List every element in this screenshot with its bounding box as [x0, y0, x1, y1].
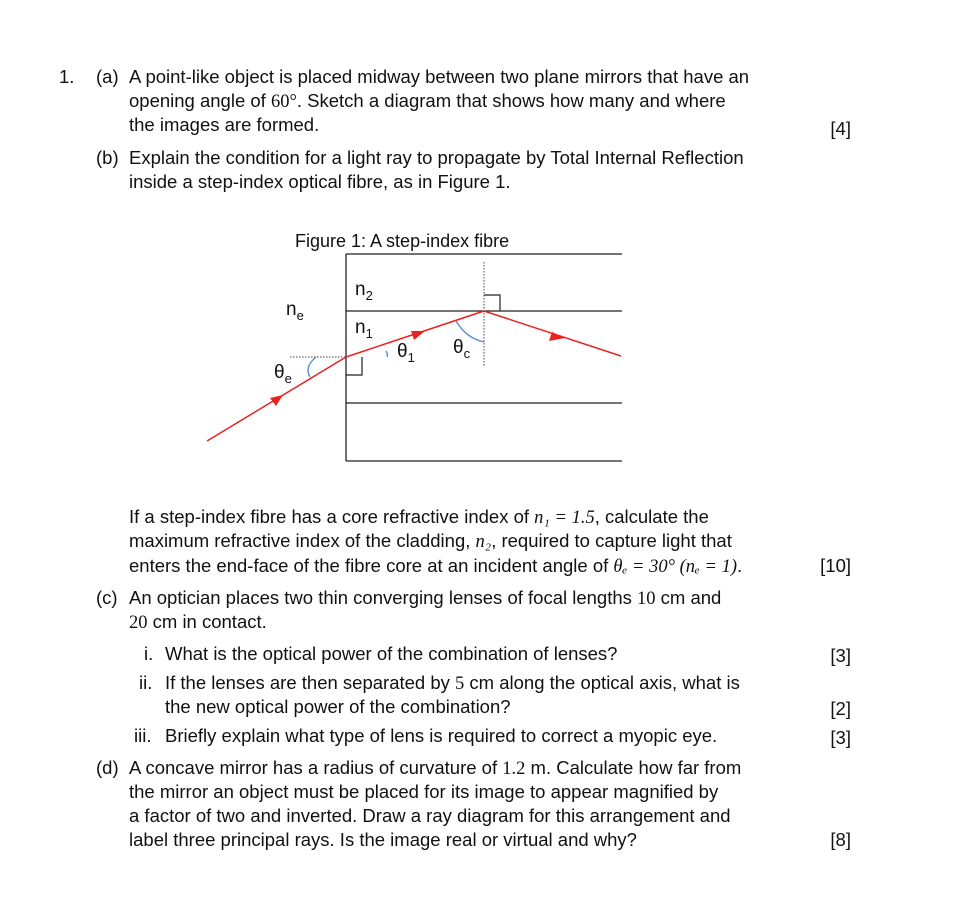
label-n2: $n_2$	[355, 279, 373, 303]
part-b-line-1: Explain the condition for a light ray to propagate by Total Internal Reflection	[129, 147, 744, 168]
incident-ray-arrow	[270, 395, 283, 406]
refracted-ray-arrow	[411, 331, 425, 340]
part-c-line-1: An optician places two thin converging lenses of focal lengths 10 cm and	[129, 587, 722, 609]
part-c-line-2: 20 cm in contact.	[129, 611, 267, 633]
entry-right-angle	[346, 357, 362, 375]
theta-e-arc	[308, 357, 316, 377]
part-b-line-2: inside a step-index optical fibre, as in Figure 1.	[129, 171, 511, 192]
part-d-line-4: label three principal rays. Is the image real or virtual and why?	[129, 829, 637, 850]
part-c-iii-label: iii.	[134, 725, 152, 746]
part-b-para-line-2: maximum refractive index of the cladding, n₂, required to capture light that	[129, 530, 732, 552]
part-a-line-1: A point-like object is placed midway between two plane mirrors that have an	[129, 66, 750, 87]
part-a-line-3: the images are formed.	[129, 114, 320, 135]
part-c-iii-text: Briefly explain what type of lens is required to correct a myopic eye.	[165, 725, 718, 746]
question-number: 1.	[59, 66, 75, 87]
part-d-line-2: the mirror an object must be placed for its image to appear magnified by	[129, 781, 719, 802]
part-a-marks: [4]	[830, 118, 851, 139]
part-c-i-label: i.	[144, 643, 154, 664]
part-b-marks: [10]	[820, 555, 851, 576]
part-b-para-line-3: enters the end-face of the fibre core at an incident angle of θₑ = 30° (nₑ = 1).	[129, 555, 743, 577]
part-c-ii-label: ii.	[139, 672, 153, 693]
reflection-right-angle	[484, 295, 500, 311]
label-theta-e: $\theta_e$	[274, 362, 292, 386]
part-c-ii-line-2: the new optical power of the combination?	[165, 696, 511, 717]
part-c-i-marks: [3]	[830, 645, 851, 666]
part-d-label: (d)	[96, 757, 119, 778]
label-theta-1: $\theta_1$	[397, 341, 415, 365]
part-c-i-text: What is the optical power of the combination of lenses?	[165, 643, 618, 664]
part-b-label: (b)	[96, 147, 119, 168]
part-d-line-3: a factor of two and inverted. Draw a ray diagram for this arrangement and	[129, 805, 731, 826]
part-b-para-line-1: If a step-index fibre has a core refractive index of n₁ = 1.5, calculate the	[129, 506, 709, 528]
theta-1-arc	[386, 351, 387, 357]
part-c-label: (c)	[96, 587, 118, 608]
label-n1: $n_1$	[355, 317, 373, 341]
part-d-line-1: A concave mirror has a radius of curvature of 1.2 m. Calculate how far from	[129, 757, 742, 779]
part-a-line-2: opening angle of 60°. Sketch a diagram that shows how many and where	[129, 90, 726, 112]
label-ne: $n_e$	[286, 299, 304, 323]
part-d-marks: [8]	[830, 829, 851, 850]
label-theta-c: $\theta_c$	[453, 337, 471, 361]
figure-caption: Figure 1: A step-index fibre	[295, 231, 510, 251]
part-a-label: (a)	[96, 66, 119, 87]
part-c-ii-marks: [2]	[830, 698, 851, 719]
part-c-ii-line-1: If the lenses are then separated by 5 cm along the optical axis, what is	[165, 672, 740, 694]
part-c-iii-marks: [3]	[830, 727, 851, 748]
